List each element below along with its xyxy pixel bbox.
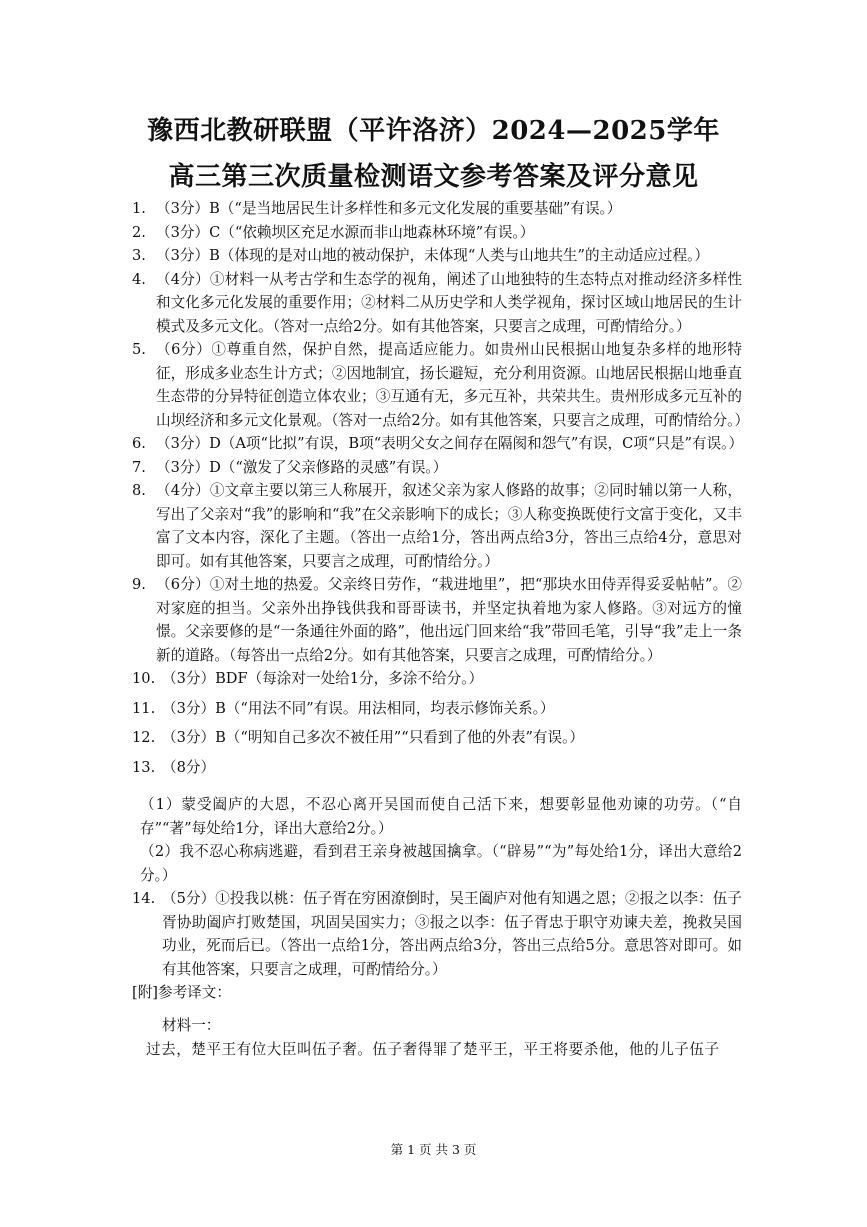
answer-number: 2. — [132, 223, 146, 241]
answer-item-7 — [132, 456, 742, 480]
answer-number: 9. — [132, 576, 146, 593]
answer-text: （4分）①文章主要以第三人称展开，叙述父亲为家人修路的故事；②同时辅以第一人称，写出了父亲对“我”的影响和“我”在父亲影响下的成长；③人称变换既使行文富于变化，又丰富了文本内容，深化了主题。（答出一点给1分，答出两点给3分，答出三点给4分，意思对即可。如有其他答案，只要言之成理，可酌情给分。） — [156, 482, 742, 570]
answer-number: 13. — [132, 758, 156, 776]
answer-text: （3分）D（“激发了父亲修路的灵感”有误。） — [156, 458, 448, 476]
answer-text: （4分）①材料一从考古学和生态学的视角，阐述了山地独特的生态特点对推动经济多样性和文化多元化发展的重要作用；②材料二从历史学和人类学视角，探讨区域山地居民的生计模式及多元文化。（答对一点给2分。如有其他答案，只要言之成理，可酌情给分。） — [156, 270, 742, 335]
answer-item-8 — [132, 479, 742, 573]
answer-item-4 — [132, 268, 742, 339]
attachment-heading: [附]参考译文： — [132, 984, 231, 1001]
answer-text: （3分）BDF（每涂对一处给1分，多涂不给分。） — [162, 670, 484, 687]
answer-text: （3分）B（“是当地居民生计多样性和多元文化发展的重要基础”有误。） — [156, 200, 622, 217]
material-title: 材料一： — [162, 1016, 221, 1034]
answer-text: （3分）B（体现的是对山地的被动保护，未体现“人类与山地共生”的主动适应过程。） — [156, 247, 710, 264]
answer-text: （6分）①对土地的热爱。父亲终日劳作，“栽进地里”，把“那块水田侍弄得妥妥帖帖”。②对家庭的担当。父亲外出挣钱供我和哥哥读书，并坚定执着地为家人修路。③对远方的憧憬。父亲要修的是“一条通往外面的路”，他出远门回来给“我”带回毛笔，引导“我”走上一条新的道路。（每答出一点给2分。如有其他答案，只要言之成理，可酌情给分。） — [156, 576, 742, 664]
answer-number: 3. — [132, 247, 146, 264]
answer-text: （3分）B（“用法不同”有误。用法相同，均表示修饰关系。） — [162, 699, 555, 717]
q13-sub-answer-1: （1）蒙受阖庐的大恩，不忍心离开吴国而使自己活下来，想要彰显他劝谏的功劳。（“自存”“著”每处给1分，译出大意给2分。） — [140, 796, 742, 837]
material-text: 过去，楚平王有位大臣叫伍子奢。伍子奢得罪了楚平王，平王将要杀他，他的儿子伍子 — [146, 1040, 720, 1058]
answer-text: （6分）①尊重自然，保护自然，提高适应能力。如贵州山民根据山地复杂多样的地形特征，形成多业态生计方式；②因地制宜，扬长避短，充分利用资源。山地居民根据山地垂直生态带的分异特征创造立体农业；③互通有无，多元互补，共荣共生。贵州形成多元互补的山坝经济和多元文化景观。（答对一点给2分。如有其他答案，只要言之成理，可酌情给分。） — [156, 341, 750, 429]
answer-number: 8. — [132, 482, 146, 499]
answer-item-1 — [132, 197, 742, 221]
answer-number: 12. — [132, 729, 156, 746]
answer-item-10 — [132, 667, 742, 691]
answer-number: 14. — [132, 890, 156, 907]
answer-number: 5. — [132, 341, 146, 358]
document-title-line2: 高三第三次质量检测语文参考答案及评分意见 — [168, 162, 699, 192]
answer-number: 10. — [132, 670, 156, 687]
answer-item-3 — [132, 244, 742, 268]
q13-sub-answer-2: （2）我不忍心称病逃避，看到君王亲身被越国擒拿。（“辟易”“为”每处给1分，译出大意给2分。） — [140, 843, 742, 884]
answer-number: 4. — [132, 270, 146, 288]
answer-item-13 — [132, 756, 742, 780]
page-footer: 第 1 页 共 3 页 — [390, 1142, 477, 1157]
answer-number: 6. — [132, 435, 146, 452]
answer-number: 11. — [132, 699, 156, 717]
answer-item-12 — [132, 726, 742, 750]
answer-text: （3分）C（“依赖坝区充足水源而非山地森林环境”有误。） — [156, 223, 535, 241]
answer-item-9 — [132, 573, 742, 667]
answer-item-5 — [132, 338, 750, 432]
answer-item-2 — [132, 221, 742, 245]
answer-text: （3分）D（A项“比拟”有误，B项“表明父女之间存在隔阂和怨气”有误，C项“只是”有误。） — [156, 435, 744, 452]
answer-body — [132, 197, 750, 1061]
answer-text: （5分）①投我以桃：伍子胥在穷困潦倒时，吴王阖庐对他有知遇之恩；②报之以李：伍子胥协助阖庐打败楚国，巩固吴国实力；③报之以李：伍子胥忠于职守劝谏夫差，挽救吴国功业，死而后已。（答出一点给1分，答出两点给3分，答出三点给5分。意思答对即可。如有其他答案，只要言之成理，可酌情给分。） — [162, 890, 742, 978]
answer-item-14 — [132, 887, 742, 981]
answer-item-6 — [132, 432, 742, 456]
answer-text: （8分） — [162, 758, 216, 776]
answer-text: （3分）B（“明知自己多次不被任用”“只看到了他的外表”有误。） — [162, 729, 584, 746]
answer-number: 1. — [132, 200, 146, 217]
document-title-line1: 豫西北教研联盟（平许洛济）2024—2025学年 — [147, 116, 720, 146]
answer-item-11 — [132, 697, 742, 721]
answer-number: 7. — [132, 458, 146, 476]
